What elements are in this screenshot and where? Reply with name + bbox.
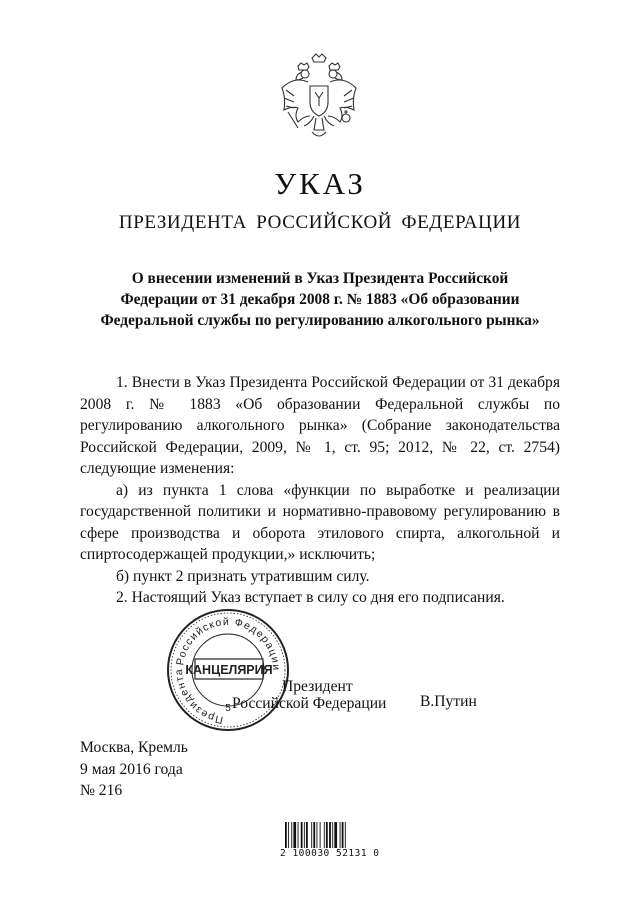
decree-body (80, 372, 560, 609)
place-number: № 216 (80, 782, 123, 799)
decree-title: УКАЗ (274, 166, 366, 201)
signature-title-line2: Российской Федерации (232, 695, 387, 712)
signature-title-line1: Президент (282, 678, 353, 695)
place-block (80, 737, 188, 802)
stamp-ring-text: Российской Федерации (174, 615, 283, 672)
stamp-number: 5 (225, 703, 231, 714)
official-stamp-icon (165, 607, 291, 733)
paragraph-1a: а) из пункта 1 слова «функции по выработке и реализации государственной политики и нормативно-правовому регулированию в сфере производства и оборота этилового спирта, алкогольной и спиртосодержащей продукции,» исключить; (80, 481, 560, 563)
barcode-icon (284, 820, 368, 850)
decree-heading: О внесении изменений в Указ Президента Российской Федерации от 31 декабря 2008 г. № 1883 «Об образовании Федеральной службы по регулированию алкогольного рынка» (100, 270, 540, 329)
coat-of-arms-icon (274, 52, 364, 146)
barcode-number: 2 100030 52131 0 (280, 848, 380, 859)
stamp-side-text: Президента (173, 668, 225, 726)
decree-subtitle: ПРЕЗИДЕНТА РОССИЙСКОЙ ФЕДЕРАЦИИ (118, 212, 522, 233)
place-city: Москва, Кремль (80, 739, 188, 756)
place-date: 9 мая 2016 года (80, 760, 183, 778)
paragraph-1: 1. Внести в Указ Президента Российской Федерации от 31 декабря 2008 г. № 1883 «Об образовании Федеральной службы по регулированию алкогольного рынка» (Собрание законодательства Российской Федерации, 2009, № 1, ст. 95; 2012, № 22, ст. 2754) следующие изменения: (80, 374, 560, 477)
paragraph-2: 2. Настоящий Указ вступает в силу со дня его подписания. (116, 589, 505, 606)
stamp-center-text: КАНЦЕЛЯРИЯ (185, 663, 273, 677)
paragraph-1b: б) пункт 2 признать утратившим силу. (116, 567, 370, 585)
signer-name: В.Путин (420, 693, 477, 710)
